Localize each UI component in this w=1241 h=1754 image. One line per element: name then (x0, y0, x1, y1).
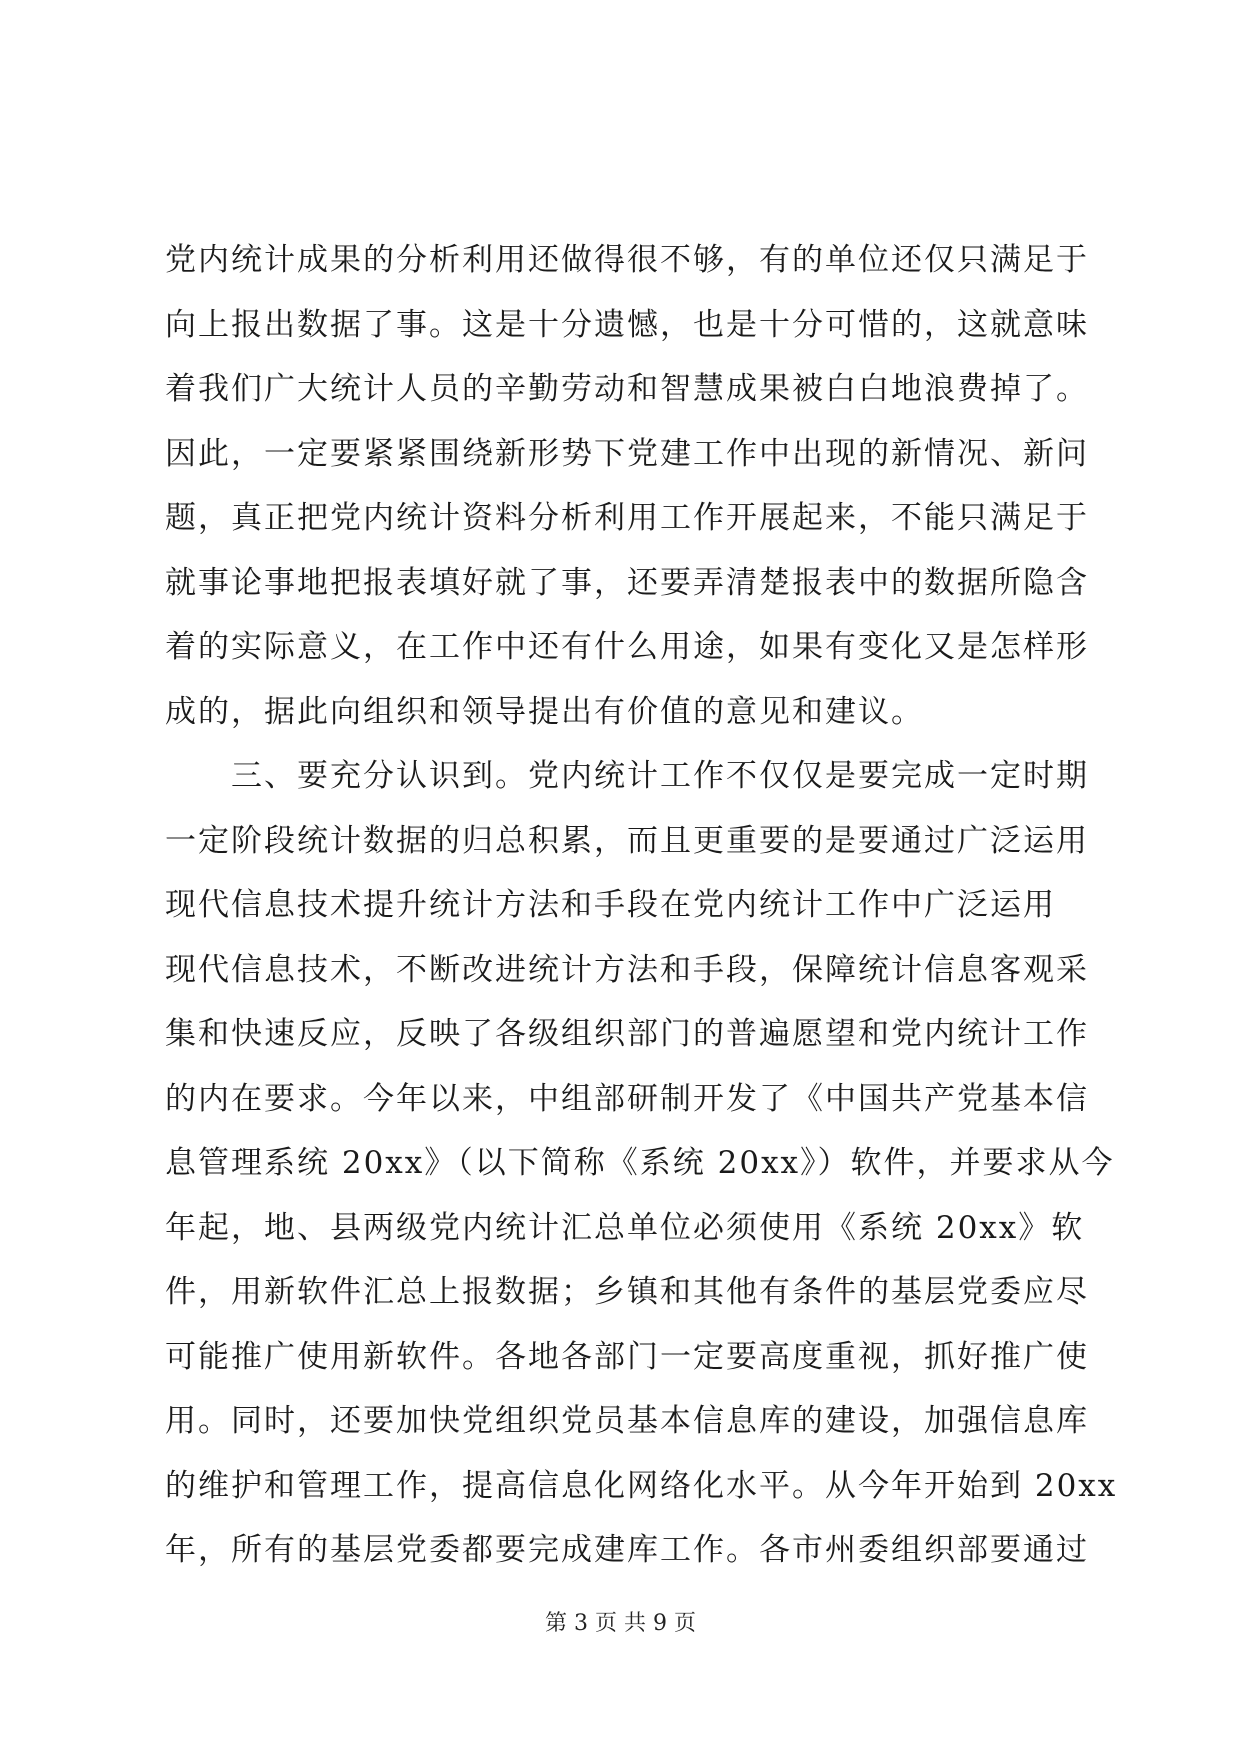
section-heading-line: 三、要充分认识到。党内统计工作不仅仅是要完成一定时期 (165, 758, 1089, 794)
text-line: 党内统计成果的分析利用还做得很不够，有的单位还仅只满足于 (165, 242, 1089, 278)
body-text (165, 228, 1118, 1583)
text-line: 息管理系统 20xx》（以下简称《系统 20xx》）软件，并要求从今 (165, 1145, 1115, 1181)
text-line: 一定阶段统计数据的归总积累，而且更重要的是要通过广泛运用 (165, 822, 1089, 859)
text-line: 因此，一定要紧紧围绕新形势下党建工作中出现的新情况、新问 (165, 435, 1089, 472)
text-line: 题，真正把党内统计资料分析利用工作开展起来，不能只满足于 (165, 500, 1089, 536)
text-line: 的内在要求。今年以来，中组部研制开发了《中国共产党基本信 (165, 1080, 1089, 1117)
text-line: 年起，地、县两级党内统计汇总单位必须使用《系统 20xx》软 (165, 1209, 1085, 1246)
text-line: 现代信息技术提升统计方法和手段在党内统计工作中广泛运用 (165, 887, 1056, 923)
text-line: 件，用新软件汇总上报数据；乡镇和其他有条件的基层党委应尽 (165, 1274, 1089, 1310)
text-line: 成的，据此向组织和领导提出有价值的意见和建议。 (165, 693, 924, 730)
text-line: 就事论事地把报表填好就了事，还要弄清楚报表中的数据所隐含 (165, 564, 1089, 601)
text-line: 可能推广使用新软件。各地各部门一定要高度重视，抓好推广使 (165, 1338, 1089, 1375)
text-line: 着我们广大统计人员的辛勤劳动和智慧成果被白白地浪费掉了。 (165, 371, 1089, 407)
text-line: 现代信息技术，不断改进统计方法和手段，保障统计信息客观采 (165, 951, 1089, 988)
text-line: 着的实际意义，在工作中还有什么用途，如果有变化又是怎样形 (165, 629, 1089, 665)
text-line: 集和快速反应，反映了各级组织部门的普遍愿望和党内统计工作 (165, 1016, 1089, 1052)
text-line: 向上报出数据了事。这是十分遗憾，也是十分可惜的，这就意味 (165, 306, 1089, 343)
text-line: 年，所有的基层党委都要完成建库工作。各市州委组织部要通过 (165, 1532, 1089, 1568)
text-line: 用。同时，还要加快党组织党员基本信息库的建设，加强信息库 (165, 1403, 1089, 1439)
text-line: 的维护和管理工作，提高信息化网络化水平。从今年开始到 20xx (165, 1467, 1118, 1504)
page-number-footer: 第 3 页 共 9 页 (545, 1611, 696, 1636)
